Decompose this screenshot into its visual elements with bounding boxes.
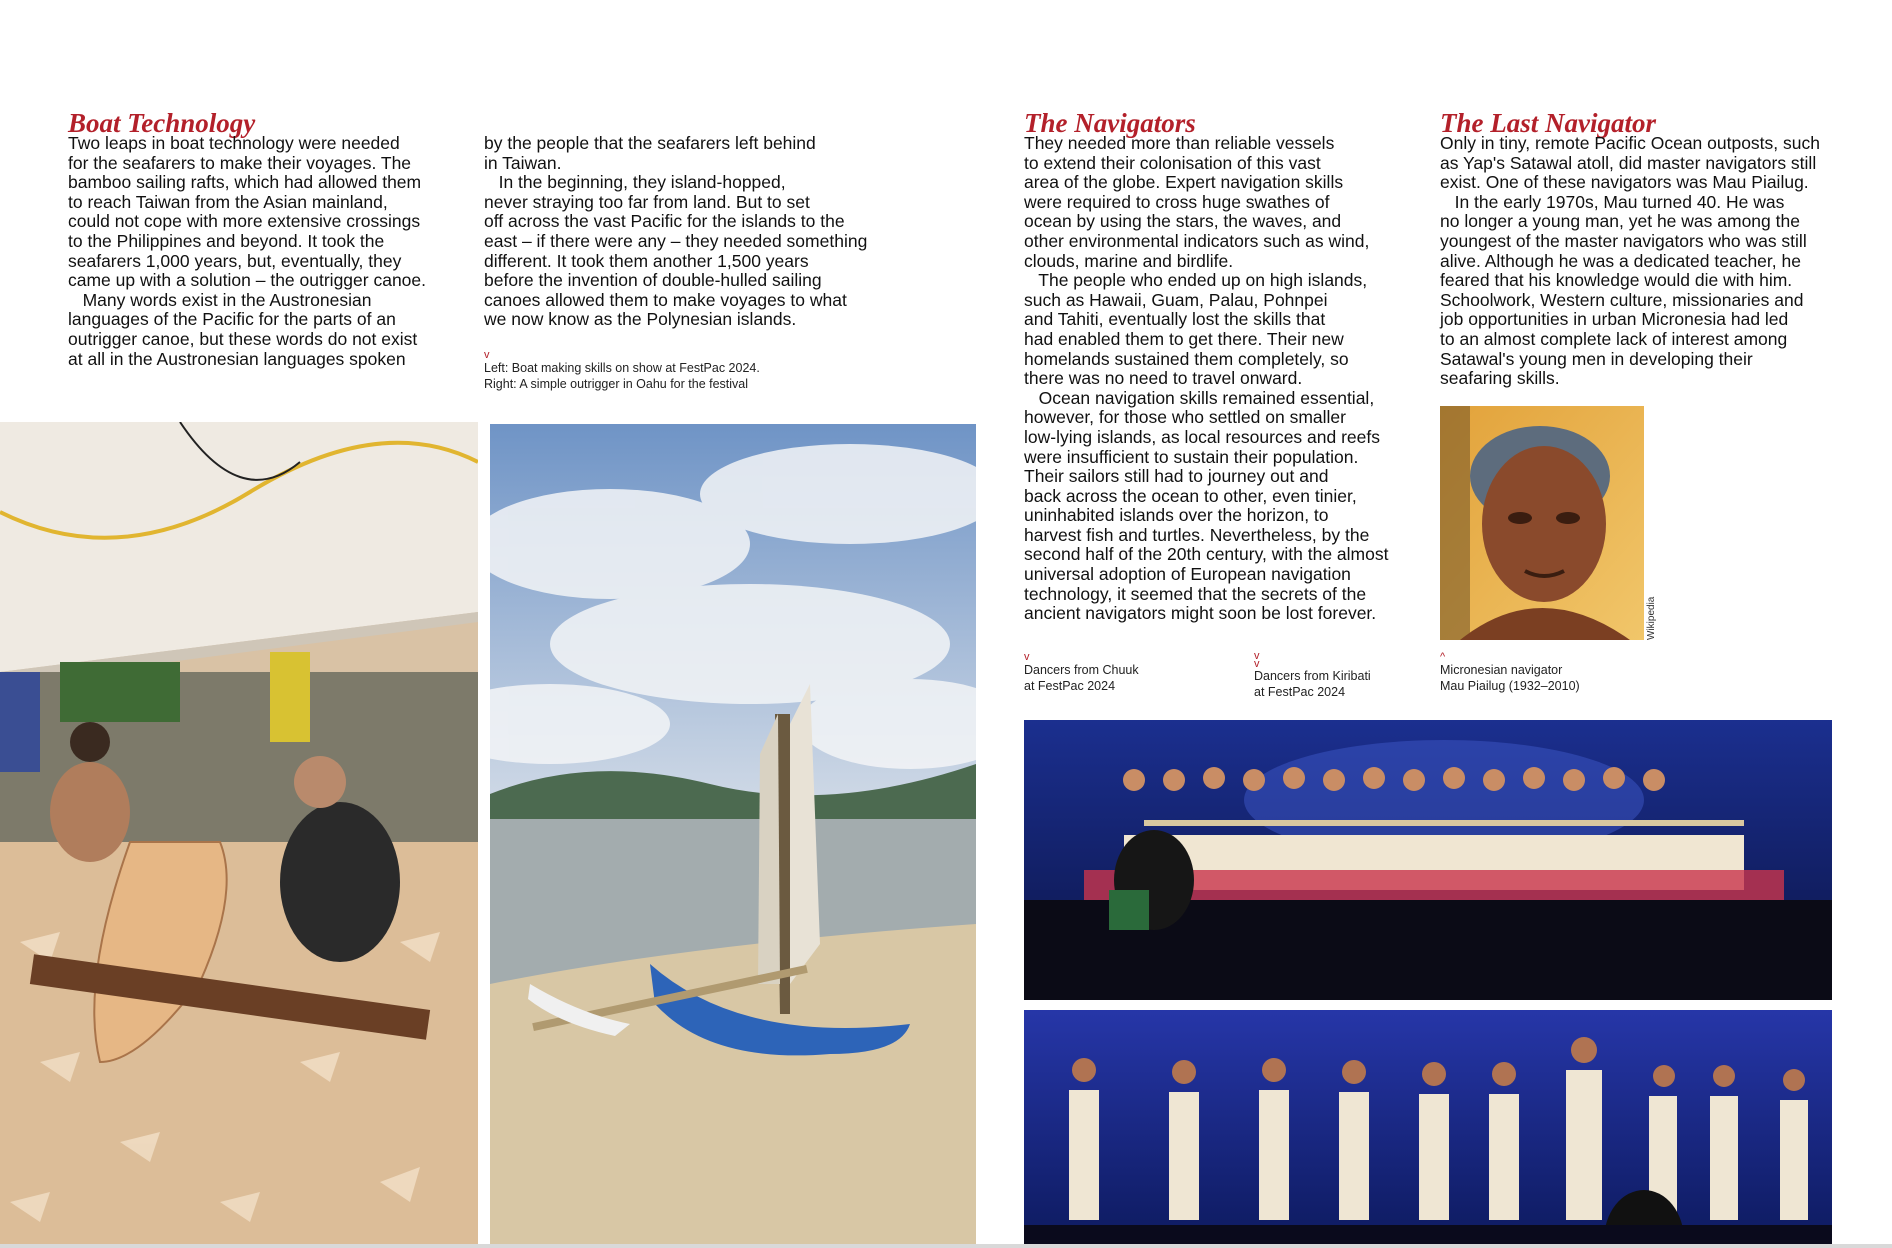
text-line: no longer a young man, yet he was among the xyxy=(1440,211,1800,232)
text-line: to extend their colonisation of this vast xyxy=(1024,152,1321,173)
caption-line: Dancers from Kiribati xyxy=(1254,669,1371,683)
text-line: harvest fish and turtles. Nevertheless, by the xyxy=(1024,524,1370,545)
text-line: second half of the 20th century, with the almost xyxy=(1024,544,1389,565)
caption-line: Right: A simple outrigger in Oahu for the festival xyxy=(484,377,749,391)
text-line: seafarers 1,000 years, but, eventually, they xyxy=(68,250,402,271)
text-line: there was no need to travel onward. xyxy=(1024,368,1303,389)
text-line: different. It took them another 1,500 years xyxy=(484,250,809,271)
text-line: came up with a solution – the outrigger canoe. xyxy=(68,270,426,291)
boat-photos-caption xyxy=(484,350,760,392)
text-line: were required to cross huge swathes of xyxy=(1024,191,1330,212)
outrigger-canoe-photo xyxy=(490,424,976,1248)
text-line: feared that his knowledge would die with him. xyxy=(1440,270,1793,291)
text-line: and Tahiti, eventually lost the skills that xyxy=(1024,309,1326,330)
boat-making-photo xyxy=(0,422,478,1248)
text-line: The people who ended up on high islands, xyxy=(1024,270,1368,291)
text-line: area of the globe. Expert navigation skills xyxy=(1024,172,1344,193)
caption-line: Left: Boat making skills on show at FestPac 2024. xyxy=(484,361,760,375)
text-line: alive. Although he was a dedicated teacher, he xyxy=(1440,250,1801,271)
text-line: back across the ocean to other, even tinier, xyxy=(1024,485,1357,506)
heading-boat-technology: Boat Technology xyxy=(68,108,256,138)
caption-kiribati xyxy=(1254,652,1371,700)
text-line: never straying too far from land. But to set xyxy=(484,191,810,212)
text-line: low-lying islands, as local resources and reefs xyxy=(1024,426,1380,447)
caption-marker: v v xyxy=(1254,650,1260,670)
text-line: for the seafarers to make their voyages. The xyxy=(68,152,412,173)
text-line: Two leaps in boat technology were needed xyxy=(68,133,400,153)
text-line: technology, it seemed that the secrets of the xyxy=(1024,583,1367,604)
text-line: clouds, marine and birdlife. xyxy=(1024,250,1234,271)
text-line: In the beginning, they island-hopped, xyxy=(484,172,786,193)
text-line: seafaring skills. xyxy=(1440,368,1560,389)
text-line: off across the vast Pacific for the islands to the xyxy=(484,211,845,232)
text-line: we now know as the Polynesian islands. xyxy=(484,309,797,330)
text-line: job opportunities in urban Micronesia had led xyxy=(1440,309,1789,330)
heading-the-last-navigator: The Last Navigator xyxy=(1440,108,1656,138)
mau-piailug-photo xyxy=(1440,406,1644,640)
last-navigator-column xyxy=(1440,134,1820,389)
navigators-column xyxy=(1024,134,1388,624)
text-line: Only in tiny, remote Pacific Ocean outposts, such xyxy=(1440,133,1820,153)
text-line: uninhabited islands over the horizon, to xyxy=(1024,505,1329,526)
caption-line: Micronesian navigator xyxy=(1440,663,1563,677)
text-line: outrigger canoe, but these words do not exist xyxy=(68,328,418,349)
caption-mau-piailug xyxy=(1440,652,1580,694)
text-line: to an almost complete lack of interest among xyxy=(1440,328,1788,349)
caption-chuuk xyxy=(1024,652,1139,694)
text-line: however, for those who settled on smaller xyxy=(1024,407,1346,428)
photo-credit: Wikipedia xyxy=(1646,596,1657,640)
text-line: exist. One of these navigators was Mau Piailug. xyxy=(1440,172,1809,193)
text-line: homelands sustained them completely, so xyxy=(1024,348,1349,369)
text-line: universal adoption of European navigation xyxy=(1024,564,1351,585)
text-line: to reach Taiwan from the Asian mainland, xyxy=(68,191,388,212)
boat-technology-column-2 xyxy=(484,134,867,330)
text-line: east – if there were any – they needed something xyxy=(484,230,868,251)
text-line: to the Philippines and beyond. It took the xyxy=(68,230,385,251)
text-line: canoes allowed them to make voyages to what xyxy=(484,289,847,310)
text-line: ocean by using the stars, the waves, and xyxy=(1024,211,1342,232)
text-line: Schoolwork, Western culture, missionaries and xyxy=(1440,289,1804,310)
text-line: other environmental indicators such as wind, xyxy=(1024,230,1370,251)
text-line: Many words exist in the Austronesian xyxy=(68,289,372,310)
caption-line: Dancers from Chuuk xyxy=(1024,663,1139,677)
text-line: as Yap's Satawal atoll, did master navigators still xyxy=(1440,152,1817,173)
text-line: languages of the Pacific for the parts of an xyxy=(68,309,396,330)
text-line: youngest of the master navigators who was still xyxy=(1440,230,1807,251)
text-line: Satawal's young men in developing their xyxy=(1440,348,1753,369)
text-line: before the invention of double-hulled sailing xyxy=(484,270,822,291)
text-line: by the people that the seafarers left behind xyxy=(484,133,816,153)
caption-marker: ^ xyxy=(1440,651,1446,663)
text-line: They needed more than reliable vessels xyxy=(1024,133,1335,153)
heading-the-navigators: The Navigators xyxy=(1024,108,1196,138)
caption-marker: v xyxy=(484,349,490,361)
boat-technology-column-1 xyxy=(68,134,426,369)
text-line: Ocean navigation skills remained essential, xyxy=(1024,387,1375,408)
text-line: such as Hawaii, Guam, Palau, Pohnpei xyxy=(1024,289,1328,310)
chuuk-dancers-photo xyxy=(1024,720,1832,1000)
kiribati-dancers-photo xyxy=(1024,1010,1832,1248)
caption-line: Mau Piailug (1932–2010) xyxy=(1440,679,1580,693)
text-line: In the early 1970s, Mau turned 40. He was xyxy=(1440,191,1785,212)
caption-line: at FestPac 2024 xyxy=(1254,685,1346,699)
text-line: in Taiwan. xyxy=(484,152,562,173)
text-line: were insufficient to sustain their population. xyxy=(1024,446,1359,467)
text-line: ancient navigators might soon be lost forever. xyxy=(1024,603,1377,624)
caption-line: at FestPac 2024 xyxy=(1024,679,1116,693)
text-line: could not cope with more extensive crossings xyxy=(68,211,421,232)
caption-marker: v xyxy=(1024,651,1030,663)
page-bottom-rule xyxy=(0,1244,1892,1248)
text-line: had enabled them to get there. Their new xyxy=(1024,328,1344,349)
text-line: bamboo sailing rafts, which had allowed them xyxy=(68,172,422,193)
text-line: at all in the Austronesian languages spoken xyxy=(68,348,406,369)
text-line: Their sailors still had to journey out and xyxy=(1024,466,1329,487)
